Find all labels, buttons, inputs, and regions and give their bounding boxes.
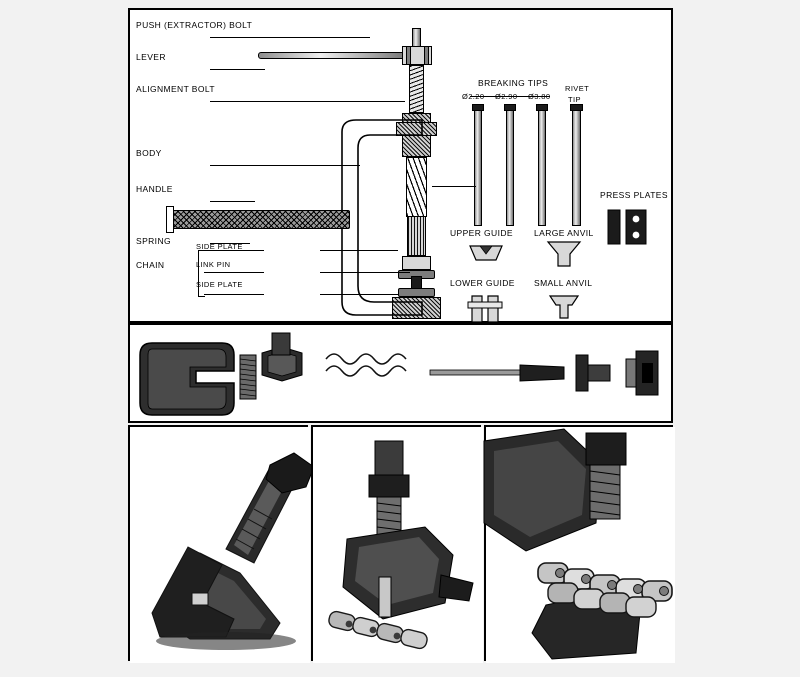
chain-brace [198,250,205,297]
body-outline-svg [130,10,675,325]
leader-link-pin-2 [320,272,410,273]
leader-lever [210,69,265,70]
leader-alignment-bolt [210,101,405,102]
leader-side-plate-top-2 [320,250,398,251]
label-lever: LEVER [136,52,166,62]
rivet-tip-shaft [572,108,581,226]
breaking-tip-2-head [504,104,516,111]
label-body: BODY [136,148,162,158]
leader-handle [210,201,255,202]
leader-push-bolt [210,37,370,38]
usage-photo-2 [311,425,481,661]
leader-body [210,165,360,166]
breaking-tip-3-head [536,104,548,111]
leader-side-plate-bottom-2 [320,294,398,295]
label-link-pin: LINK PIN [196,260,231,269]
label-side-plate-top: SIDE PLATE [196,242,243,251]
label-chain: CHAIN [136,260,165,270]
breaking-tip-1-head [472,104,484,111]
label-upper-guide: UPPER GUIDE [450,228,513,238]
assembly-svg [130,325,675,425]
photo-1-svg [130,427,310,663]
assembly-photo-panel [128,323,673,423]
exploded-view-panel [128,8,673,323]
label-lower-guide: LOWER GUIDE [450,278,515,288]
tip-leader-line [432,186,476,187]
breaking-tip-1-shaft [474,108,482,226]
label-rivet-tip-line2: TIP [568,95,581,104]
photo-3-svg [486,427,675,663]
leader-link-pin [204,272,264,273]
rivet-tip-head [570,104,583,111]
breaking-tip-2-shaft [506,108,514,226]
handle-end-cap [166,206,174,233]
label-press-plates: PRESS PLATES [600,190,668,200]
label-tip-size-3: Ø3.80 [528,92,551,101]
label-push-extractor-bolt: PUSH (EXTRACTOR) BOLT [136,20,253,30]
usage-photo-1 [128,425,308,661]
label-handle: HANDLE [136,184,173,194]
handle-bar [170,210,350,229]
label-tip-size-1: Ø2.20 [462,92,485,101]
label-large-anvil: LARGE ANVIL [534,228,594,238]
leader-side-plate-bottom [204,294,264,295]
label-tip-size-2: Ø2.90 [495,92,518,101]
label-side-plate-bottom: SIDE PLATE [196,280,243,289]
label-small-anvil: SMALL ANVIL [534,278,593,288]
breaking-tip-3-shaft [538,108,546,226]
label-alignment-bolt: ALIGNMENT BOLT [136,84,215,94]
label-breaking-tips: BREAKING TIPS [478,78,549,88]
usage-photo-3 [484,425,673,661]
label-spring: SPRING [136,236,171,246]
photo-2-svg [313,427,483,663]
label-rivet-tip-line1: RIVET [565,84,590,93]
